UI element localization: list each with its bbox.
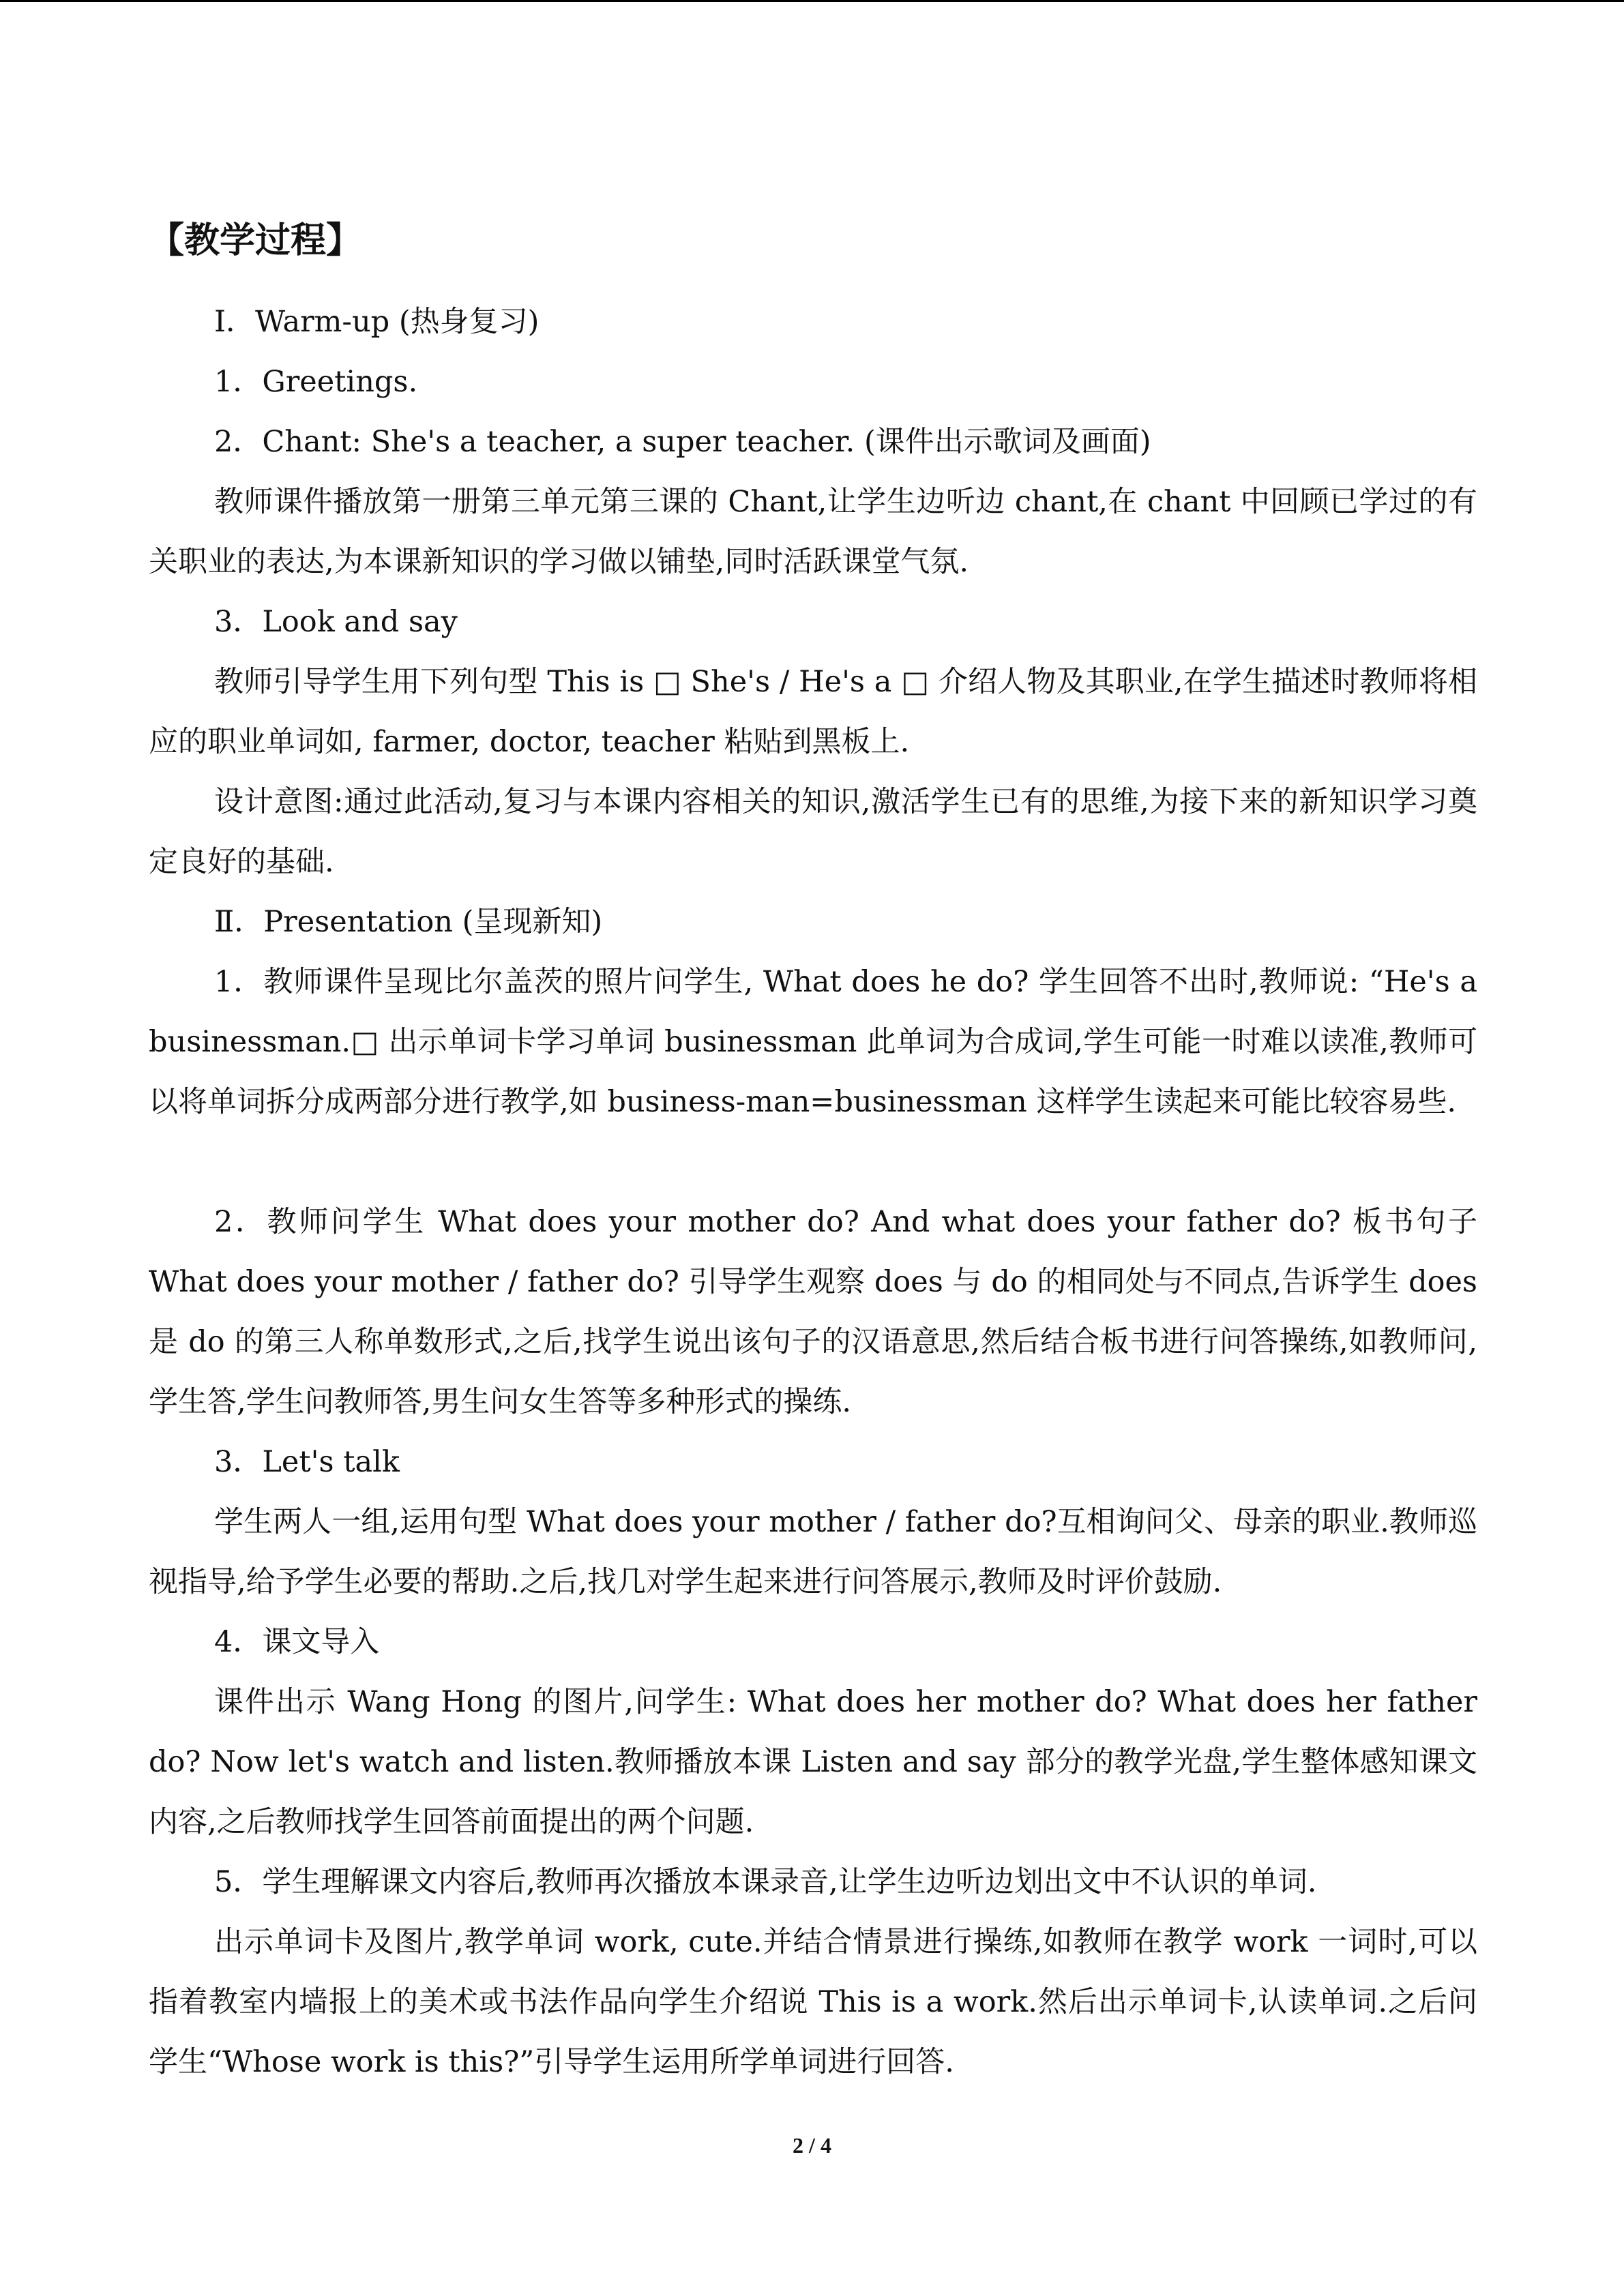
paragraph-step-5: 5．学生理解课文内容后,教师再次播放本课录音,让学生边听边划出文中不认识的单词. [214,1865,1317,1899]
paragraph-text-intro: 4．课文导入 [214,1625,380,1659]
paragraph-presentation-title: Ⅱ．Presentation (呈现新知) [214,905,603,939]
paragraph-greetings: 1．Greetings. [214,365,418,399]
paragraph-text-intro-desc: 课件出示 Wang Hong 的图片,问学生: What does her mother do? What does her father do? Now let's watch and listen.教师播放本课 Listen and say 部分的教学光盘,学生整体感知课文内容,之后教师找学生回答前面提出的两个问题. [149,1685,1477,1839]
paragraph-word-cards: 出示单词卡及图片,教学单词 work, cute.并结合情景进行操练,如教师在教学 work 一词时,可以指着教室内墙报上的美术或书法作品向学生介绍说 This is a work.然后出示单词卡,认读单词.之后问学生“Whose work is this?”引导学生运用所学单词进行回答. [149,1925,1477,2079]
top-border [0,0,1624,2]
paragraph-lets-talk-desc: 学生两人一组,运用句型 What does your mother / father do?互相询问父、母亲的职业.教师巡视指导,给予学生必要的帮助.之后,找几对学生起来进行问答展示,教师及时评价鼓励. [149,1505,1477,1599]
paragraph-design-intent: 设计意图:通过此活动,复习与本课内容相关的知识,激活学生已有的思维,为接下来的新知识学习奠定良好的基础. [149,785,1477,879]
paragraph-presentation-2: 2．教师问学生 What does your mother do? And what does your father do? 板书句子 What does your mother / father do? 引导学生观察 does 与 do 的相同处与不同点,告诉学生 does 是 do 的第三人称单数形式,之后,找学生说出该句子的汉语意思,然后结合板书进行问答操练,如教师问,学生答,学生问教师答,男生问女生答等多种形式的操练. [149,1205,1477,1419]
paragraph-look-and-say-desc: 教师引导学生用下列句型 This is □ She's / He's a □ 介绍人物及其职业,在学生描述时教师将相应的职业单词如, farmer, doctor, teacher 粘贴到黑板上. [149,665,1477,759]
paragraph-look-and-say: 3．Look and say [214,605,458,639]
paragraph-warmup-title: Ⅰ．Warm-up (热身复习) [214,305,540,339]
paragraph-presentation-1: 1．教师课件呈现比尔盖茨的照片问学生, What does he do? 学生回答不出时,教师说: “He's a businessman.□ 出示单词卡学习单词 businessman 此单词为合成词,学生可能一时难以读准,教师可以将单词拆分成两部分进行教学,如 business-man=businessman 这样学生读起来可能比较容易些. [149,965,1477,1119]
paragraph-chant-desc: 教师课件播放第一册第三单元第三课的 Chant,让学生边听边 chant,在 chant 中回顾已学过的有关职业的表达,为本课新知识的学习做以铺垫,同时活跃课堂气氛. [149,485,1477,579]
paragraph-lets-talk: 3．Let's talk [214,1445,400,1479]
section-heading: 【教学过程】 [149,220,362,261]
page-number: 2 / 4 [793,2133,831,2158]
paragraph-chant: 2．Chant: She's a teacher, a super teacher. (课件出示歌词及画面) [214,425,1151,459]
